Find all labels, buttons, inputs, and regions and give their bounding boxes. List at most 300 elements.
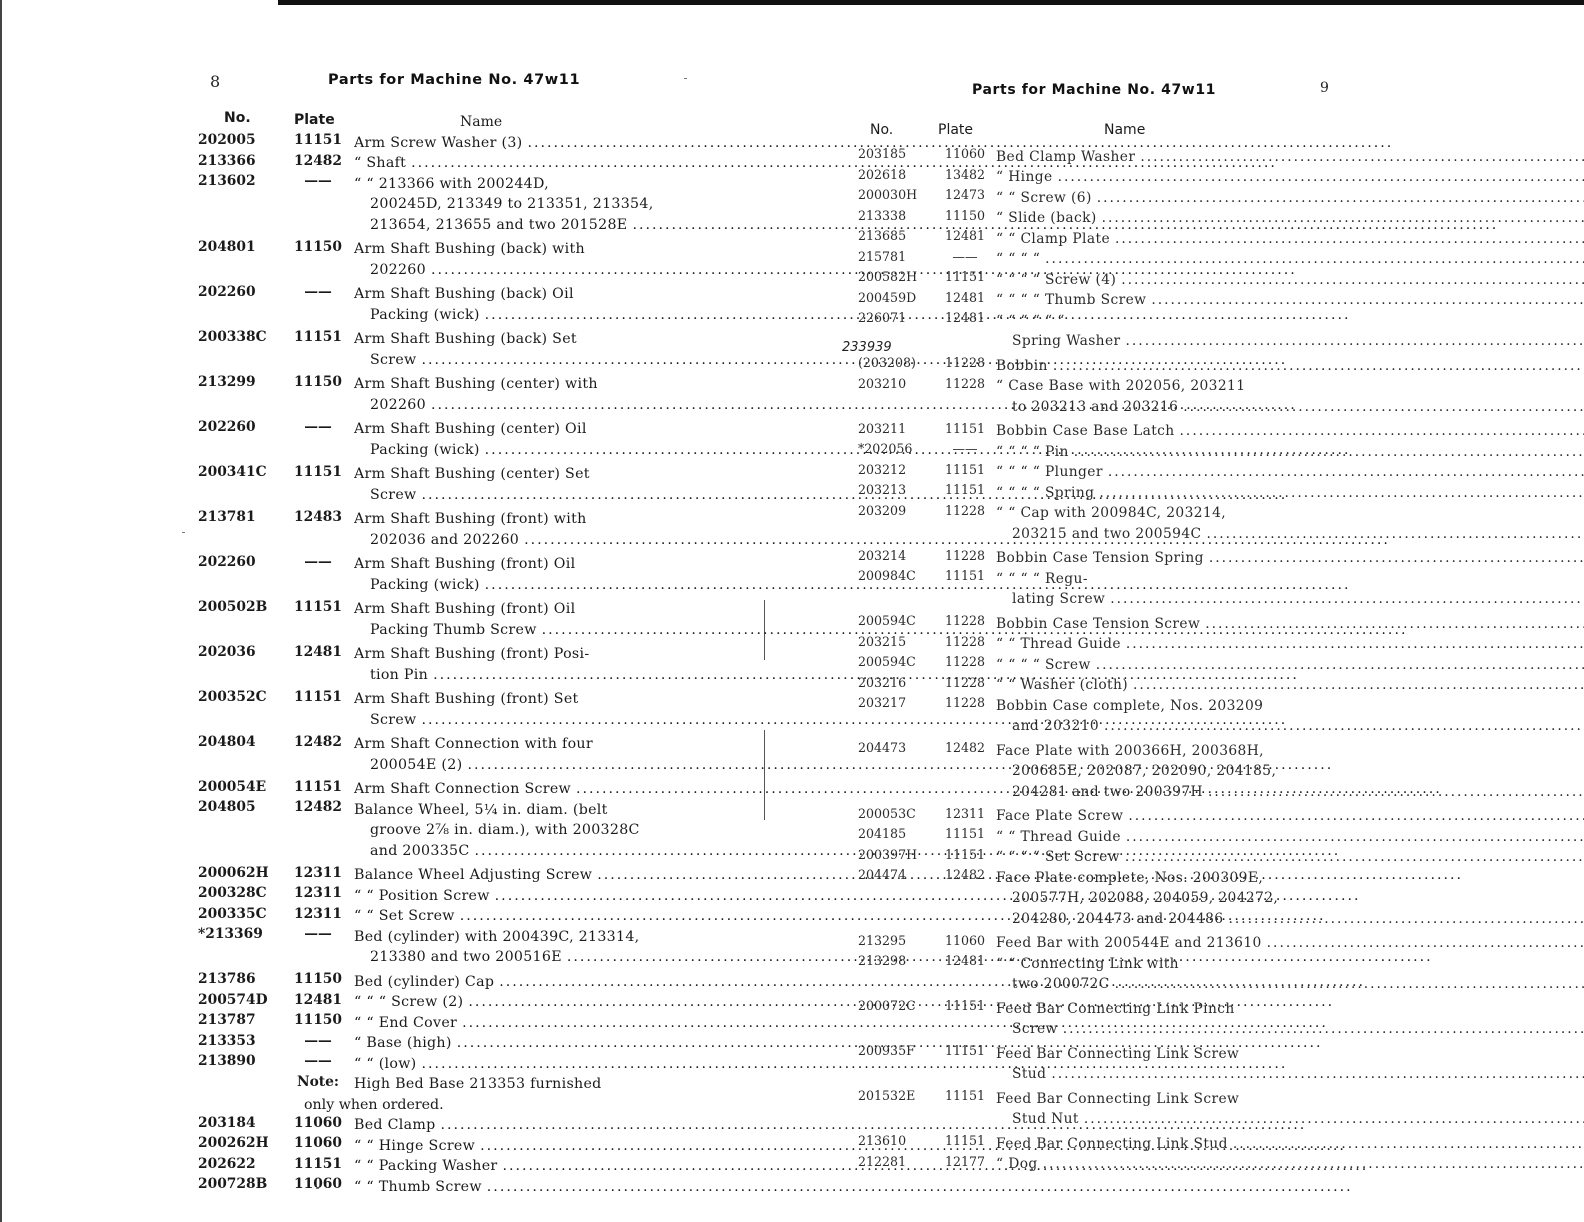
part-name	[996, 611, 1584, 632]
table-row	[838, 738, 1280, 800]
table-row	[198, 1010, 634, 1031]
plate-number: 12311	[294, 885, 342, 901]
part-number: 204473	[858, 740, 907, 755]
table-row	[198, 282, 634, 323]
scan-speck	[182, 532, 185, 533]
leader-dots	[1125, 849, 1584, 865]
plate-number: 11060	[294, 1135, 342, 1151]
leader-dots	[487, 1179, 1353, 1195]
leader-dots	[1097, 190, 1584, 206]
handwritten-annotation: 233939	[842, 340, 892, 355]
part-name	[996, 804, 1584, 825]
part-number: 212281	[858, 1153, 907, 1169]
part-name	[996, 1152, 1584, 1173]
part-number: 203209	[858, 502, 907, 518]
part-number: 215781	[858, 248, 907, 264]
plate-number: 12473	[944, 187, 986, 202]
part-number: 204801	[198, 238, 256, 255]
part-name	[996, 480, 1584, 501]
column-header-name: Name	[460, 114, 503, 130]
plate-number: 11151	[294, 463, 342, 480]
plate-number: 11228	[944, 375, 986, 391]
part-name-line: “ “ “ “ Regu-	[996, 570, 1088, 587]
table-row	[838, 460, 1280, 481]
part-name-line: Bed (cylinder) with 200439C, 213314,	[354, 928, 640, 945]
part-name-line: 200577H, 202088, 204059, 204272,	[1012, 890, 1279, 906]
part-name	[996, 738, 1584, 800]
part-number: 200459D	[858, 289, 917, 305]
table-row	[838, 165, 1280, 186]
part-name-line: “ “ “ “ Spring	[996, 484, 1095, 501]
part-number: 202622	[198, 1155, 256, 1172]
plate-number: 11151	[294, 778, 342, 795]
part-number: *202056	[858, 441, 913, 456]
plate-number: 11228	[944, 355, 986, 370]
part-name-line: “ “ “ “ “ “	[996, 312, 1065, 329]
column-header-no: No.	[870, 122, 894, 138]
table-row	[838, 951, 1280, 992]
part-name-line: “ Shaft	[354, 155, 407, 171]
plate-number: 11060	[944, 146, 986, 161]
leader-dots	[1102, 210, 1584, 226]
part-name	[996, 566, 1584, 607]
part-name-line: Face Plate Screw	[996, 808, 1124, 824]
part-name-line: “ “ End Cover	[354, 1014, 458, 1031]
part-name-line: “ “ Cap with 200984C, 203214,	[996, 505, 1227, 521]
part-name-line: “ “ “ Screw (2)	[354, 994, 464, 1010]
table-row	[198, 327, 634, 368]
part-name-line: 200685E, 202087, 202090, 204185,	[1012, 763, 1277, 779]
part-name-line: groove 2⅞ in. diam.), with 200328C	[370, 822, 640, 838]
table-row	[198, 1031, 634, 1052]
leader-dots	[1115, 231, 1584, 247]
part-name	[996, 185, 1584, 206]
part-number: 213299	[198, 373, 256, 390]
part-name-line: “ “ Position Screw	[354, 887, 490, 904]
part-name-line: 213380 and two 200516E	[370, 949, 562, 965]
part-name-line: “ Hinge	[996, 169, 1053, 185]
leader-dots	[1045, 251, 1584, 267]
plate-number: 12481	[294, 991, 342, 1008]
table-row	[838, 1131, 1280, 1152]
plate-number: 11151	[944, 826, 986, 841]
part-name-line: 202260	[370, 261, 426, 278]
part-name-line: Feed Bar with 200544E and 213610	[996, 935, 1262, 951]
plate-number: 11151	[944, 269, 986, 284]
part-name-line: “ “ Set Screw	[354, 908, 455, 924]
plate-number: 11151	[294, 598, 342, 615]
part-number: 213366	[198, 152, 256, 169]
leader-dots	[1126, 636, 1584, 652]
part-name-line: Bobbin Case complete, Nos. 203209	[996, 697, 1264, 714]
column-header-plate: Plate	[294, 112, 335, 128]
part-number: 213787	[198, 1012, 256, 1028]
part-number: 200062H	[198, 864, 269, 881]
part-name	[354, 1072, 634, 1093]
part-number: 203211	[858, 420, 907, 436]
part-number: 200335C	[198, 905, 267, 922]
table-row	[838, 996, 1280, 1037]
plate-number: ——	[304, 926, 332, 942]
table-row	[198, 863, 634, 884]
leader-dots	[1208, 784, 1584, 800]
table-row	[838, 439, 1280, 460]
plate-number: 11151	[944, 846, 986, 862]
part-name	[996, 226, 1584, 247]
part-number: 213685	[858, 228, 907, 243]
table-row	[198, 732, 634, 773]
table-row	[198, 904, 634, 925]
leader-dots	[1108, 464, 1584, 480]
part-number: 200328C	[198, 885, 267, 901]
part-name-line: 204281 and two 200397H	[1012, 783, 1203, 800]
part-number: 213602	[198, 173, 256, 189]
part-name-line: Arm Shaft Bushing (back) with	[354, 241, 585, 257]
plate-number: 11060	[294, 1114, 342, 1131]
plate-number: 11151	[944, 461, 986, 477]
part-name-line: 200054E (2)	[370, 756, 463, 773]
table-row	[198, 797, 640, 859]
part-name-line: “ Case Base with 202056, 203211	[996, 378, 1246, 394]
leader-dots	[1051, 1066, 1584, 1082]
table-row	[838, 931, 1280, 952]
scan-left-edge	[0, 0, 2, 1222]
part-name-line: 213654, 213655 and two 201528E	[370, 216, 628, 233]
leader-dots	[1140, 149, 1584, 165]
part-name	[996, 931, 1584, 952]
part-name-line: Face Plate with 200366H, 200368H,	[996, 742, 1264, 759]
part-number: 203212	[858, 461, 907, 477]
plate-number: 11150	[294, 238, 342, 255]
table-row	[838, 1041, 1280, 1082]
part-name	[996, 652, 1584, 673]
part-name	[996, 865, 1584, 927]
leader-dots	[1267, 935, 1584, 951]
table-row	[198, 642, 634, 683]
part-number: 203184	[198, 1114, 256, 1131]
part-name-line: Screw	[370, 711, 417, 728]
part-name-line: 203215 and two 200594C	[1012, 525, 1202, 542]
leader-dots	[1233, 1136, 1584, 1152]
table-row	[198, 130, 634, 151]
part-name-line: Bobbin Case Tension Spring	[996, 550, 1204, 566]
leader-dots	[1126, 333, 1584, 349]
table-row	[838, 501, 1280, 542]
leader-dots	[1099, 485, 1584, 501]
leader-dots	[1151, 292, 1584, 308]
leader-dots	[1084, 1111, 1584, 1127]
plate-number: 11151	[944, 998, 986, 1013]
part-name-line: Arm Shaft Bushing (center) Set	[354, 466, 590, 482]
table-row	[838, 353, 1280, 374]
part-name-line: Arm Shaft Bushing (front) Posi-	[354, 646, 590, 662]
part-name-line: “ “ Packing Washer	[354, 1158, 498, 1174]
part-name-line: Arm Shaft Bushing (center) Oil	[354, 421, 587, 437]
part-name	[996, 288, 1584, 309]
part-name-line: Arm Shaft Connection with four	[354, 736, 593, 752]
part-number: 200341C	[198, 463, 267, 480]
part-number: 204185	[858, 826, 907, 841]
leader-dots	[1183, 399, 1584, 415]
page-number: 8	[210, 72, 221, 91]
part-name-line: Bed Clamp	[354, 1117, 436, 1133]
table-row	[198, 1133, 634, 1154]
plate-number: 11228	[944, 547, 986, 563]
part-name-line: “ “ Clamp Plate	[996, 230, 1111, 247]
part-name	[996, 1086, 1584, 1127]
plate-number: 12482	[294, 152, 342, 169]
table-row	[838, 144, 1280, 165]
table-row	[838, 824, 1280, 845]
leader-dots	[1205, 616, 1584, 632]
part-name-line: 200245D, 213349 to 213351, 213354,	[370, 196, 654, 212]
plate-number: 12481	[294, 643, 342, 660]
leader-dots	[1128, 808, 1584, 824]
part-name-line: Feed Bar Connecting Link Screw	[996, 1045, 1240, 1062]
leader-dots	[1096, 657, 1584, 673]
table-row	[838, 206, 1280, 227]
plate-number: 12311	[294, 905, 342, 922]
plate-number: 11060	[294, 1176, 342, 1192]
part-number: 213786	[198, 971, 256, 987]
part-name	[996, 693, 1584, 734]
table-row	[838, 865, 1280, 927]
plate-number: ——	[304, 283, 332, 300]
part-name-line: “ “ “ “ Screw	[996, 656, 1091, 673]
scan-top-border	[278, 0, 1584, 5]
table-row	[838, 1152, 1280, 1173]
plate-number: 11151	[944, 1088, 986, 1103]
part-name-line: Arm Shaft Bushing (front) Oil	[354, 601, 576, 617]
plate-number: 11151	[294, 688, 342, 705]
part-number: 204804	[198, 733, 256, 750]
part-number: 200030H	[858, 187, 918, 202]
part-name	[996, 632, 1584, 653]
page-number: 9	[1320, 80, 1329, 96]
part-number: 203217	[858, 695, 907, 710]
part-name	[996, 165, 1584, 186]
part-number: 200352C	[198, 688, 267, 705]
part-name-line: “ “ 213366 with 200244D,	[354, 175, 549, 192]
part-name-line: and 203210	[1012, 718, 1099, 734]
part-number: 202036	[198, 643, 256, 660]
part-number: (203208)	[858, 355, 916, 370]
table-row	[838, 480, 1280, 501]
table-row	[838, 611, 1280, 632]
part-name-line: Arm Shaft Bushing (front) Set	[354, 691, 579, 707]
column-header-name: Name	[1104, 122, 1146, 138]
part-name-line: Arm Shaft Bushing (back) Set	[354, 331, 577, 347]
part-name	[996, 308, 1584, 349]
part-number: 200574D	[198, 991, 268, 1008]
part-name	[996, 824, 1584, 845]
part-name	[996, 419, 1584, 440]
part-number: 200984C	[858, 568, 916, 583]
part-name	[996, 460, 1584, 481]
table-row	[838, 652, 1280, 673]
part-name-line: Packing Thumb Screw	[370, 621, 537, 638]
part-number: 201532E	[858, 1088, 916, 1103]
plate-number: 11150	[294, 971, 342, 987]
table-row	[838, 845, 1280, 866]
part-name-line: Screw	[1012, 1021, 1058, 1037]
table-row	[198, 1072, 634, 1093]
part-name-line: “ “ Connecting Link with	[996, 955, 1179, 972]
table-row	[198, 1113, 634, 1134]
part-number: 213781	[198, 508, 256, 525]
part-number: 203185	[858, 146, 907, 161]
part-name-line: Bobbin Case Tension Screw	[996, 615, 1201, 632]
part-name-line: Spring Washer	[1012, 333, 1121, 349]
table-row	[838, 267, 1280, 288]
plate-number: 11151	[944, 1043, 986, 1058]
part-name	[996, 267, 1584, 288]
plate-number: 11228	[944, 613, 986, 628]
table-row	[838, 546, 1280, 567]
table-row	[198, 969, 634, 990]
note-text: only when ordered.	[304, 1096, 444, 1113]
part-name-line: Bobbin	[996, 357, 1048, 374]
plate-number: 11228	[944, 654, 986, 669]
table-row	[838, 247, 1280, 268]
table-row	[198, 417, 634, 458]
plate-number: ——	[304, 553, 332, 570]
part-number: 203213	[858, 482, 907, 497]
part-name-line: “ “ “ “	[996, 251, 1041, 267]
plate-number: 12481	[944, 953, 986, 968]
table-row	[838, 632, 1280, 653]
part-name-line: “ “ “ “ Plunger	[996, 464, 1103, 480]
part-name	[996, 996, 1584, 1037]
plate-number: 12482	[944, 740, 986, 755]
plate-number: 12311	[944, 805, 986, 821]
column-header-no: No.	[224, 110, 251, 126]
plate-number: 11228	[944, 695, 986, 710]
plate-number: 11150	[294, 373, 342, 390]
part-name-line: Balance Wheel, 5¼ in. diam. (belt	[354, 801, 608, 818]
plate-number: ——	[304, 1032, 332, 1049]
table-row	[198, 883, 634, 904]
table-row	[838, 185, 1280, 206]
table-row	[838, 226, 1280, 247]
plate-number: ——	[304, 418, 332, 435]
part-number: 200338C	[198, 328, 267, 345]
part-name-line: Arm Screw Washer (3)	[354, 134, 523, 151]
part-number: 203215	[858, 633, 907, 649]
plate-number: 13482	[944, 166, 986, 182]
part-name-line: Packing (wick)	[370, 441, 480, 458]
part-name	[996, 247, 1584, 268]
part-name	[996, 144, 1584, 165]
plate-number: ——	[952, 248, 978, 264]
part-number: 200502B	[198, 598, 268, 615]
part-number: 213610	[858, 1133, 907, 1148]
part-name-line: Packing (wick)	[370, 306, 480, 323]
part-number: 202260	[198, 283, 256, 300]
table-row	[198, 1154, 634, 1175]
table-row	[838, 419, 1280, 440]
table-row	[198, 1174, 634, 1195]
part-number: 200054E	[198, 778, 267, 795]
plate-number: ——	[304, 1053, 332, 1069]
plate-number: 12311	[294, 864, 342, 881]
scan-speck	[684, 78, 687, 79]
table-row	[838, 308, 1280, 349]
part-number: 202005	[198, 132, 256, 148]
part-name-line: “ “ (low)	[354, 1055, 417, 1072]
part-name-line: Arm Shaft Bushing (front) with	[354, 511, 587, 527]
part-name-line: Stud Nut	[1012, 1111, 1079, 1127]
part-name-line: and 200335C	[370, 842, 470, 859]
page-title: Parts for Machine No. 47w11	[972, 82, 1217, 98]
part-number: 200935F	[858, 1043, 915, 1058]
part-name-line: Arm Shaft Bushing (back) Oil	[354, 286, 574, 302]
page-title: Parts for Machine No. 47w11	[328, 72, 581, 88]
part-name-line: “ “ Hinge Screw	[354, 1137, 476, 1154]
part-number: 213298	[858, 953, 907, 968]
table-row	[838, 566, 1280, 607]
plate-number: 12481	[944, 289, 986, 305]
table-row	[198, 1051, 634, 1072]
part-name-line: Arm Shaft Bushing (center) with	[354, 376, 598, 392]
table-row	[838, 288, 1280, 309]
part-name-line: Arm Shaft Bushing (front) Oil	[354, 556, 576, 572]
part-name-line: lating Screw	[1012, 591, 1106, 607]
part-name	[996, 439, 1584, 460]
part-number: 213890	[198, 1053, 256, 1069]
plate-number: ——	[952, 441, 978, 456]
plate-number: 12482	[294, 799, 342, 815]
part-number: 200053C	[858, 805, 916, 821]
part-number: 202260	[198, 553, 256, 570]
part-name-line: High Bed Base 213353 furnished	[354, 1076, 602, 1092]
leader-dots	[1074, 444, 1584, 460]
part-number: 213338	[858, 207, 907, 223]
plate-number: 11150	[294, 1012, 342, 1028]
column-header-plate: Plate	[938, 122, 974, 138]
part-name-line: 202260	[370, 396, 426, 413]
table-row	[198, 171, 654, 233]
part-name-line: Arm Shaft Connection Screw	[354, 781, 571, 797]
leader-dots	[1206, 526, 1584, 542]
part-name	[996, 951, 1584, 992]
part-name-line: “ “ “ “ Set Screw	[996, 849, 1120, 865]
part-number: 213295	[858, 932, 907, 948]
part-name-line: “ Slide (back)	[996, 210, 1097, 226]
plate-number: 11151	[944, 482, 986, 497]
plate-number: 11151	[294, 132, 342, 148]
part-name-line: “ “ Thumb Screw	[354, 1178, 482, 1195]
part-number: 202618	[858, 166, 907, 182]
part-name-line: Packing (wick)	[370, 576, 480, 593]
part-name-line: Feed Bar Connecting Link Screw	[996, 1090, 1240, 1107]
part-name-line: “ “ “ “ Pin	[996, 443, 1069, 460]
plate-number: Note:	[296, 1073, 340, 1090]
part-name	[996, 374, 1584, 415]
part-name-line: Bed (cylinder) Cap	[354, 973, 495, 990]
table-row	[198, 151, 634, 172]
table-row	[198, 990, 634, 1011]
part-name-line: Feed Bar Connecting Link Pinch	[996, 1000, 1235, 1017]
plate-number: 11150	[944, 207, 986, 223]
part-name-line: Feed Bar Connecting Link Stud	[996, 1135, 1228, 1152]
plate-number: 11151	[944, 1133, 986, 1148]
plate-number: 12483	[294, 508, 342, 525]
part-number: 200728B	[198, 1176, 268, 1192]
part-name	[996, 206, 1584, 227]
plate-number: 11151	[944, 420, 986, 436]
part-number: 213353	[198, 1032, 256, 1049]
